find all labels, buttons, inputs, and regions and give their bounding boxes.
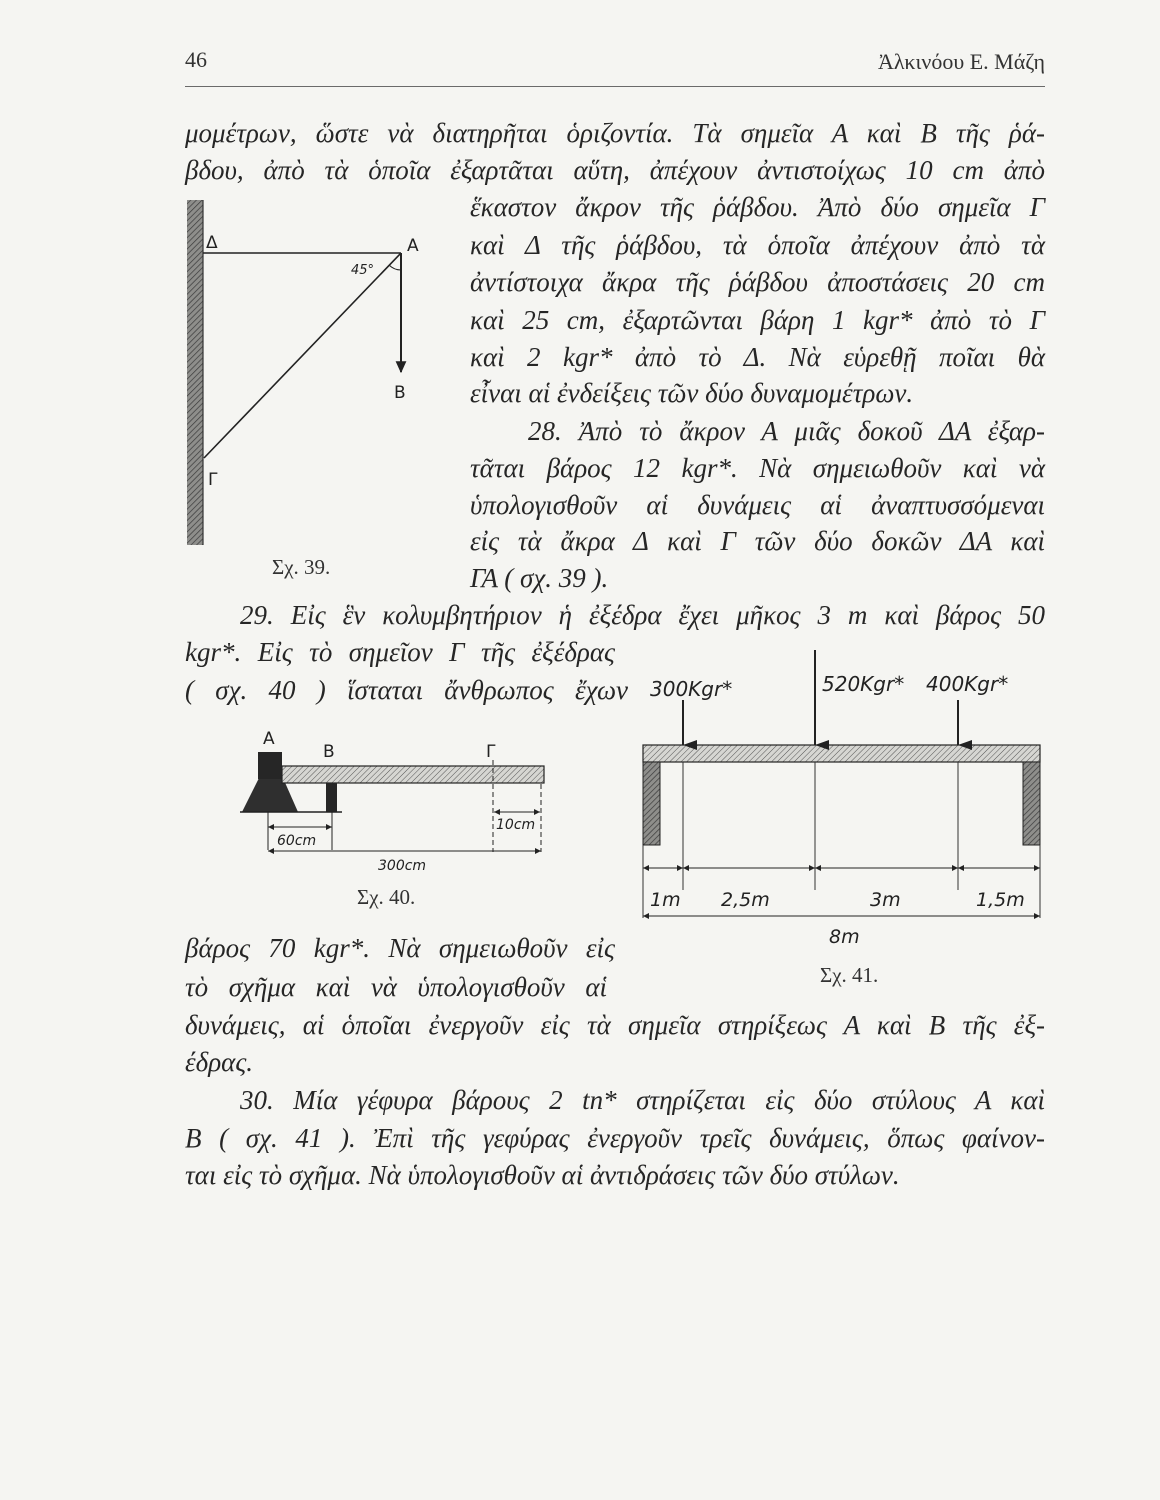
figure-39 — [187, 200, 419, 545]
text-line: ται εἰς τὸ σχῆμα. Νὰ ὑπολογισθοῦν αἱ ἀντιδράσεις τῶν δύο στύλων. — [185, 1160, 900, 1190]
dim-60cm-label: 60cm — [277, 833, 317, 849]
figure-41 — [643, 650, 1040, 948]
text-line: καὶ Δ τῆς ῥάβδου, τὰ ὁποῖα ἀπέχουν ἀπὸ τὰ — [470, 230, 1045, 260]
figure-39-caption: Σχ. 39. — [272, 555, 331, 579]
load-label-400: 400Kgr* — [926, 672, 1009, 696]
text-line: ( σχ. 40 ) ἵσταται ἄνθρωπος ἔχων — [185, 675, 628, 705]
dim-300cm-label: 300cm — [378, 858, 427, 874]
span-label-1: 1m — [650, 889, 681, 911]
angle-arc — [389, 265, 401, 270]
label-gamma: Γ — [486, 742, 496, 762]
problem-30-first-line: 30. Μία γέφυρα βάρους 2 tn* στηρίζεται εἰς δύο στύλους Α καὶ — [240, 1085, 1045, 1115]
text-line: ἀντίστοιχα ἄκρα τῆς ῥάβδου ἀποστάσεις 20 cm — [470, 267, 1045, 297]
text-line: τᾶται βάρος 12 kgr*. Νὰ σημειωθοῦν καὶ νὰ — [470, 453, 1045, 483]
text-line: βδου, ἀπὸ τὰ ὁποῖα ἐξαρτᾶται αὕτη, ἀπέχουν ἀντιστοίχως 10 cm ἀπὸ — [185, 155, 1045, 185]
text-line: ΓΑ ( σχ. 39 ). — [470, 563, 609, 593]
figure-40 — [240, 729, 544, 874]
running-title: Ἀλκινόου Ε. Μάζη — [878, 49, 1045, 74]
span-label-2: 2,5m — [721, 889, 770, 911]
text-line: εἰς τὰ ἄκρα Δ καὶ Γ τῶν δύο δοκῶν ΔΑ καὶ — [470, 526, 1045, 556]
load-label-300: 300Kgr* — [650, 677, 733, 701]
text-line: ἕκαστον ἄκρον τῆς ῥάβδου. Ἀπὸ δύο σημεῖα Γ — [470, 192, 1045, 222]
label-alpha: Α — [263, 729, 275, 749]
bridge-deck — [643, 745, 1040, 762]
figure-41-caption: Σχ. 41. — [820, 963, 879, 987]
text-line: καὶ 25 cm, ἐξαρτῶνται βάρη 1 kgr* ἀπὸ τὸ Γ — [470, 305, 1045, 335]
load-label-520: 520Kgr* — [822, 672, 905, 696]
text-line: μομέτρων, ὥστε νὰ διατηρῆται ὁριζοντία. Τὰ σημεῖα Α καὶ Β τῆς ῥά- — [185, 118, 1045, 148]
label-gamma: Γ — [208, 470, 218, 490]
label-delta: Δ — [206, 233, 218, 253]
total-length-label: 8m — [829, 926, 860, 948]
label-beta: Β — [323, 742, 335, 762]
text-line: τὸ σχῆμα καὶ νὰ ὑπολογισθοῦν αἱ — [185, 972, 607, 1002]
text-line: εἶναι αἱ ἐνδείξεις τῶν δύο δυναμομέτρων. — [470, 378, 914, 408]
text-line: έδρας. — [185, 1047, 254, 1077]
diving-board — [282, 766, 544, 783]
pillar-a — [643, 762, 660, 845]
pillar-b — [1023, 762, 1040, 845]
text-line: Β ( σχ. 41 ). Ἐπὶ τῆς γεφύρας ἐνεργοῦν τρεῖς δυνάμεις, ὅπως φαίνον- — [185, 1123, 1045, 1153]
text-line: καὶ 2 kgr* ἀπὸ τὸ Δ. Νὰ εὑρεθῇ ποῖαι θὰ — [470, 342, 1045, 372]
text-line: kgr*. Εἰς τὸ σημεῖον Γ τῆς ἐξέδρας — [185, 637, 615, 667]
label-beta: Β — [394, 383, 406, 403]
text-line: βάρος 70 kgr*. Νὰ σημειωθοῦν εἰς — [185, 933, 615, 963]
support-beta — [326, 783, 337, 812]
angle-label: 45° — [351, 263, 375, 278]
page-number: 46 — [185, 47, 207, 72]
strut-gamma-alpha — [204, 253, 401, 458]
label-alpha: Α — [407, 236, 419, 256]
problem-28-first-line: 28. Ἀπὸ τὸ ἄκρον Α μιᾶς δοκοῦ ΔΑ ἐξαρ- — [528, 416, 1045, 446]
dim-10cm-label: 10cm — [496, 817, 536, 833]
span-label-3: 3m — [870, 889, 901, 911]
wall — [187, 200, 203, 545]
problem-29-first-line: 29. Εἰς ἓν κολυμβητήριον ἡ ἐξέδρα ἔχει μῆκος 3 m καὶ βάρος 50 — [240, 600, 1045, 630]
support-alpha-block — [258, 752, 282, 779]
text-line: ὑπολογισθοῦν αἱ δυνάμεις αἱ ἀναπτυσσόμεναι — [470, 490, 1045, 520]
text-line: δυνάμεις, αἱ ὁποῖαι ἐνεργοῦν εἰς τὰ σημεῖα στηρίξεως Α καὶ Β τῆς ἐξ- — [185, 1010, 1045, 1040]
span-label-4: 1,5m — [976, 889, 1025, 911]
figure-40-caption: Σχ. 40. — [357, 885, 416, 909]
